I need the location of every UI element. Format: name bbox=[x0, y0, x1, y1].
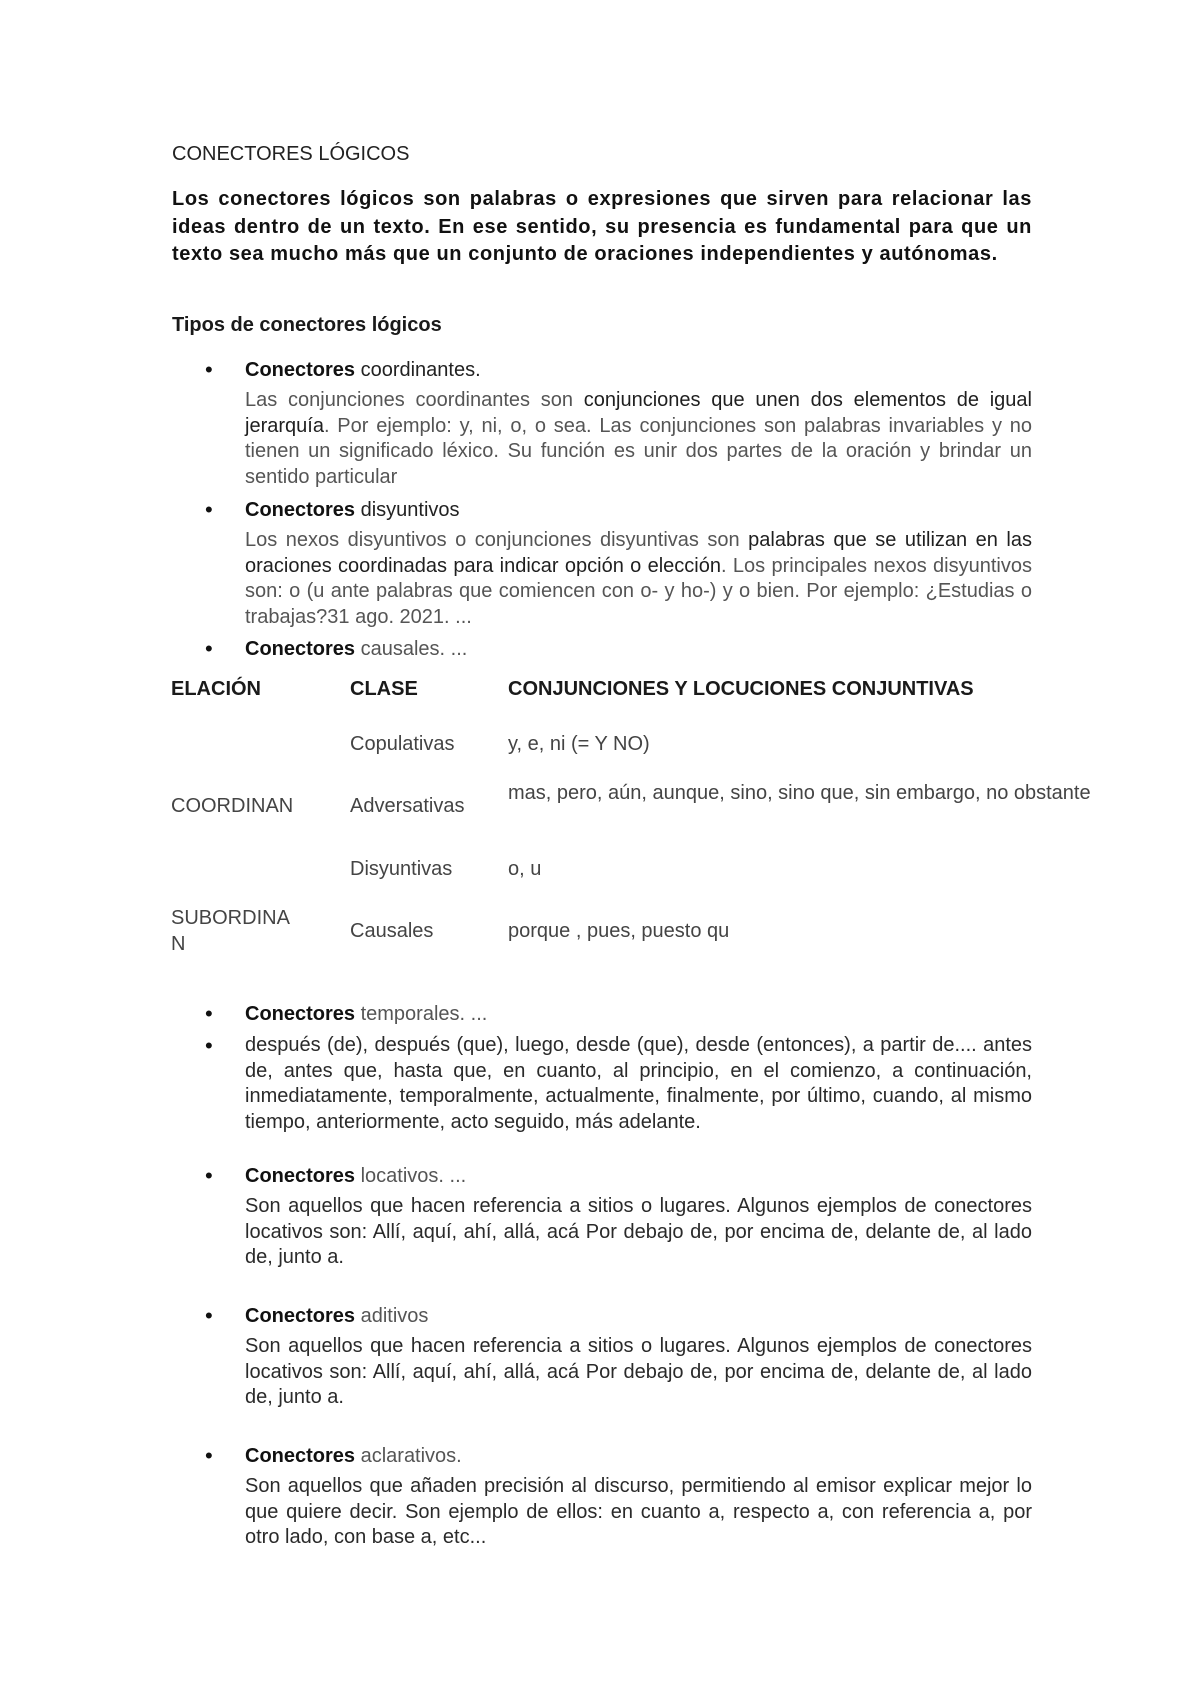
document-title: CONECTORES LÓGICOS bbox=[172, 143, 410, 165]
bullet-icon: • bbox=[205, 1033, 213, 1058]
bullet-icon: • bbox=[205, 636, 213, 661]
item-heading: Conectores coordinantes. bbox=[245, 359, 481, 381]
table-header-clase: CLASE bbox=[350, 678, 418, 700]
bullet-icon: • bbox=[205, 1443, 213, 1468]
item-description: Son aquellos que hacen referencia a sitios o lugares. Algunos ejemplos de conectores locativos son: Allí, aquí, ahí, allá, acá Por debajo de, por encima de, delante de, al lado de, junto a. bbox=[245, 1195, 1032, 1268]
item-heading: Conectores causales. ... bbox=[245, 638, 468, 660]
table-cell-relation: COORDINAN bbox=[171, 795, 294, 817]
table-cell-conjunciones: o, u bbox=[508, 858, 542, 880]
item-description: Las conjunciones coordinantes son conjunciones que unen dos elementos de igual jerarquía. Por ejemplo: y, ni, o, o sea. Las conjunciones son palabras invariables y no tienen un significado léxico. Su función es unir dos partes de la oración y brindar un sentido particular bbox=[245, 389, 1032, 488]
table-cell-conjunciones: mas, pero, aún, aunque, sino, sino que, sin embargo, no obstante bbox=[508, 782, 1091, 804]
item-heading: Conectores disyuntivos bbox=[245, 499, 460, 521]
table-cell-conjunciones: y, e, ni (= Y NO) bbox=[508, 733, 650, 755]
item-description: Son aquellos que hacen referencia a sitios o lugares. Algunos ejemplos de conectores locativos son: Allí, aquí, ahí, allá, acá Por debajo de, por encima de, delante de, al lado de, junto a. bbox=[245, 1335, 1032, 1408]
item-description: después (de), después (que), luego, desde (que), desde (entonces), a partir de.... antes de, antes que, hasta que, en cuanto, al principio, en el comienzo, a continuación, inmediatamente, temporalmente, actualmente, finalmente, por último, cuando, al mismo tiempo, anteriormente, acto seguido, más adelante. bbox=[245, 1034, 1032, 1133]
table-cell-clase: Copulativas bbox=[350, 733, 455, 755]
bullet-icon: • bbox=[205, 1303, 213, 1328]
table-cell-clase: Causales bbox=[350, 920, 434, 942]
item-heading: Conectores locativos. ... bbox=[245, 1165, 467, 1187]
table-cell-relation: SUBORDINA N bbox=[171, 907, 290, 955]
table-cell-conjunciones: porque , pues, puesto qu bbox=[508, 920, 730, 942]
table-header-conjunciones: CONJUNCIONES Y LOCUCIONES CONJUNTIVAS bbox=[508, 678, 974, 700]
table-header-relacion: ELACIÓN bbox=[171, 678, 261, 700]
item-heading: Conectores temporales. ... bbox=[245, 1003, 488, 1025]
bullet-icon: • bbox=[205, 497, 213, 522]
section-subtitle: Tipos de conectores lógicos bbox=[172, 314, 442, 336]
item-heading: Conectores aclarativos. bbox=[245, 1445, 462, 1467]
bullet-icon: • bbox=[205, 1163, 213, 1188]
bullet-icon: • bbox=[205, 357, 213, 382]
item-heading: Conectores aditivos bbox=[245, 1305, 429, 1327]
bullet-icon: • bbox=[205, 1001, 213, 1026]
table-cell-clase: Adversativas bbox=[350, 795, 465, 817]
item-description: Los nexos disyuntivos o conjunciones disyuntivas son palabras que se utilizan en las oraciones coordinadas para indicar opción o elección. Los principales nexos disyuntivos son: o (u ante palabras que comiencen con o- y ho-) y o bien. Por ejemplo: ¿Estudias o trabajas?31 ago. 2021. ... bbox=[245, 529, 1032, 628]
table-cell-clase: Disyuntivas bbox=[350, 858, 453, 880]
item-description: Son aquellos que añaden precisión al discurso, permitiendo al emisor explicar mejor lo que quiere decir. Son ejemplo de ellos: en cuanto a, respecto a, con referencia a, por otro lado, con base a, etc... bbox=[245, 1475, 1032, 1548]
intro-paragraph: Los conectores lógicos son palabras o expresiones que sirven para relacionar las ideas dentro de un texto. En ese sentido, su presencia es fundamental para que un texto sea mucho más que un conjunto de oraciones independientes y autónomas. bbox=[172, 188, 1032, 265]
